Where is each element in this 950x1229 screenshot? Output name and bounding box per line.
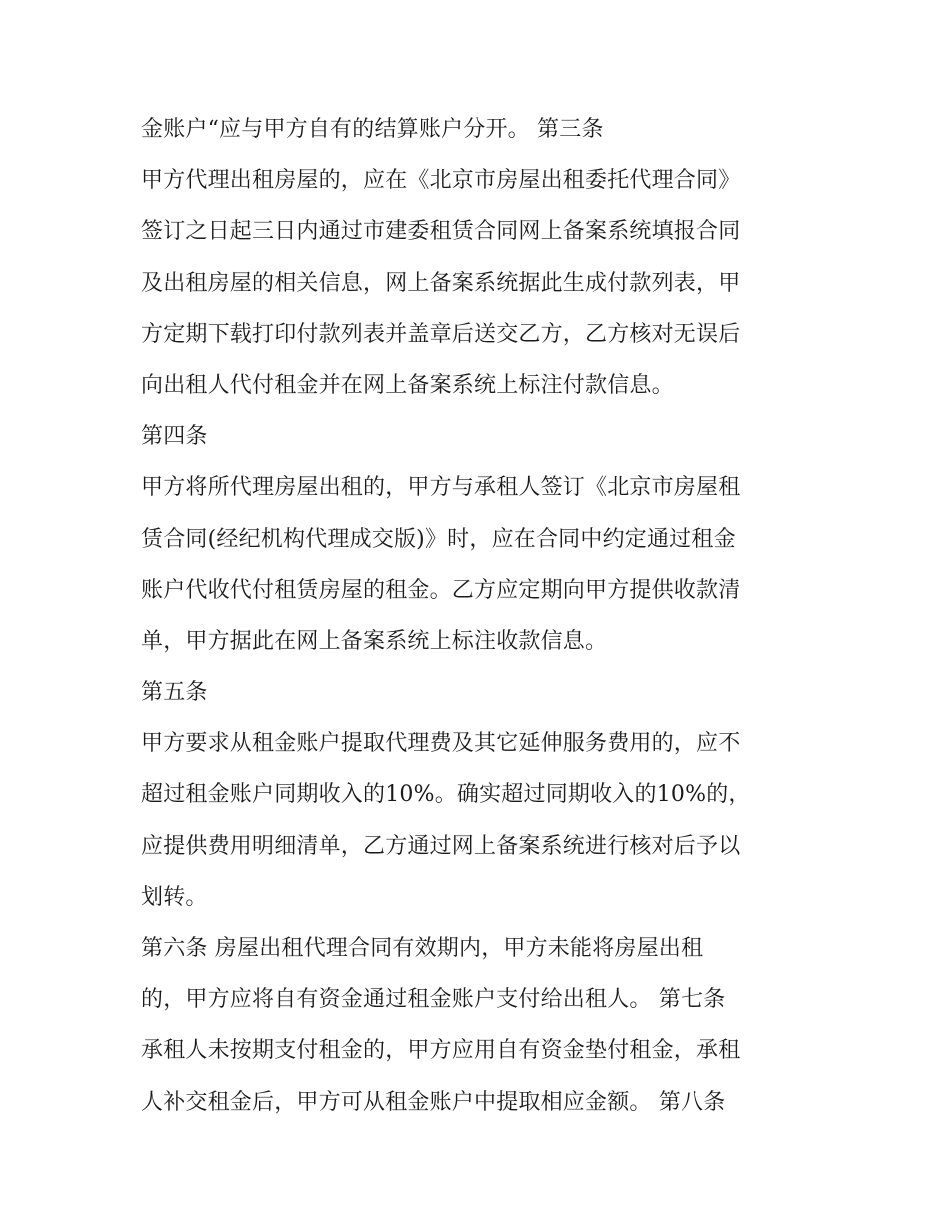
text-line: 甲方将所代理房屋出租的，甲方与承租人签订《北京市房屋租 [141, 475, 741, 501]
text-line: 甲方代理出租房屋的，应在《北京市房屋出租委托代理合同》 [141, 168, 741, 194]
text-line: 签订之日起三日内通过市建委租赁合同网上备案系统填报合同 [141, 219, 741, 245]
text-line: 方定期下载打印付款列表并盖章后送交乙方，乙方核对无误后 [141, 321, 741, 347]
text-line: 单，甲方据此在网上备案系统上标注收款信息。 [141, 628, 608, 654]
text-line: 划转。 [141, 884, 208, 910]
text-line: 人补交租金后，甲方可从租金账户中提取相应金额。 第八条 [141, 1089, 726, 1115]
text-line: 账户代收代付租赁房屋的租金。乙方应定期向甲方提供收款清 [141, 577, 741, 603]
text-line: 第六条 房屋出租代理合同有效期内，甲方未能将房屋出租 [141, 936, 704, 961]
text-line: 及出租房屋的相关信息，网上备案系统据此生成付款列表，甲 [141, 270, 741, 296]
text-line: 赁合同(经纪机构代理成交版)》时，应在合同中约定通过租金 [141, 526, 736, 552]
text-line: 金账户“应与甲方自有的结算账户分开。 第三条 [141, 117, 604, 142]
article-heading: 第四条 [141, 424, 208, 450]
text-line: 应提供费用明细清单，乙方通过网上备案系统进行核对后予以 [141, 833, 741, 859]
text-line: 承租人未按期支付租金的，甲方应用自有资金垫付租金，承租 [141, 1038, 741, 1064]
text-line: 甲方要求从租金账户提取代理费及其它延伸服务费用的，应不 [141, 731, 741, 757]
article-heading: 第五条 [141, 680, 208, 706]
text-line: 超过租金账户同期收入的10%。确实超过同期收入的10%的， [141, 782, 751, 808]
text-line: 的，甲方应将自有资金通过租金账户支付给出租人。 第七条 [141, 987, 726, 1013]
contract-text-body [141, 104, 831, 1128]
text-line: 向出租人代付租金并在网上备案系统上标注付款信息。 [141, 372, 674, 398]
